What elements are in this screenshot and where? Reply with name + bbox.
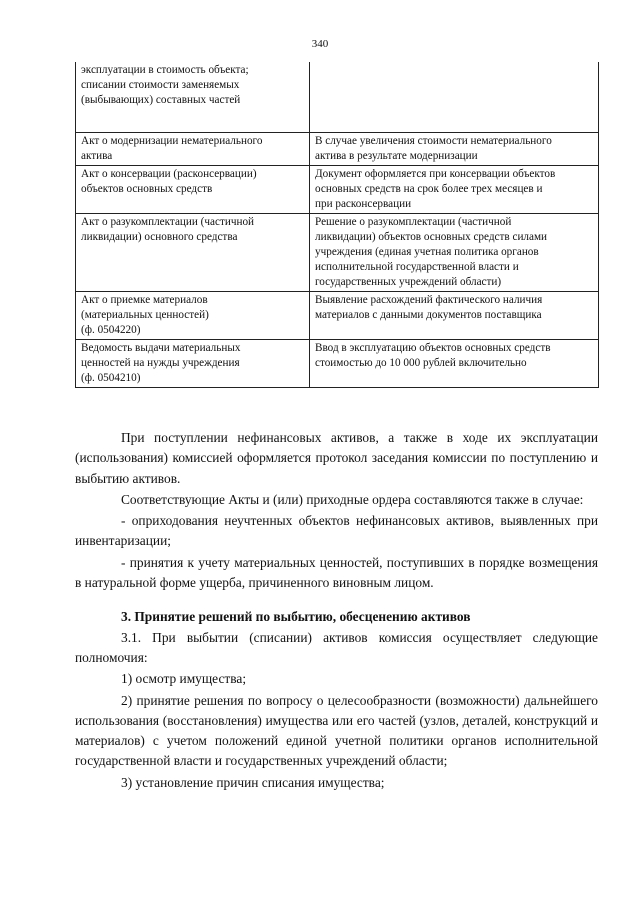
- paragraph: 3.1. При выбытии (списании) активов комиссия осуществляет следующие полномочия:: [75, 629, 598, 665]
- table-row: [76, 62, 599, 132]
- table-cell-document: [76, 165, 310, 213]
- paragraph: Соответствующие Акты и (или) приходные ордера составляются также в случае:: [121, 491, 584, 507]
- cell-line: при расконсервации: [315, 197, 412, 210]
- list-item: - принятия к учету материальных ценностей, поступивших в порядке возмещения в натуральной форме ущерба, причиненного виновным лицом.: [75, 554, 598, 591]
- section-heading: 3. Принятие решений по выбытию, обесценению активов: [121, 609, 471, 625]
- cell-line: ценностей на нужды учреждения: [81, 356, 240, 369]
- document-table: [75, 62, 599, 388]
- cell-line: Ввод в эксплуатацию объектов основных средств: [315, 341, 551, 354]
- cell-line: стоимостью до 10 000 рублей включительно: [315, 356, 527, 369]
- cell-line: Документ оформляется при консервации объектов: [315, 167, 556, 180]
- table-cell-description: [310, 291, 599, 339]
- table-cell-description: [310, 165, 599, 213]
- table-cell-document: [76, 339, 310, 387]
- cell-line: ликвидации) объектов основных средств силами: [315, 230, 548, 243]
- cell-line: государственных учреждений области): [315, 275, 502, 288]
- cell-line: актива в результате модернизации: [315, 149, 478, 162]
- table-row: [76, 291, 599, 339]
- cell-line: (выбывающих) составных частей: [81, 94, 241, 106]
- table-cell-document: [76, 213, 310, 291]
- table-cell-document: [76, 132, 310, 165]
- cell-line: исполнительной государственной власти и: [315, 260, 519, 273]
- list-item: 2) принятие решения по вопросу о целесообразности (возможности) дальнейшего использования (восстановления) имущества или его частей (узлов, деталей, конструкций и материалов) с учетом положений единой учетной политики органов исполнительной государственной власти и государственных учреждений области;: [75, 692, 598, 769]
- body-text: [75, 428, 598, 793]
- list-item: 3) установление причин списания имущества;: [121, 774, 385, 790]
- cell-line: Акт о модернизации нематериального: [81, 134, 263, 147]
- table-cell-description: [310, 132, 599, 165]
- cell-line: основных средств на срок более трех месяцев и: [315, 182, 543, 195]
- cell-line: В случае увеличения стоимости нематериального: [315, 134, 552, 147]
- cell-line: списании стоимости заменяемых: [81, 79, 240, 91]
- table-cell-description: [310, 213, 599, 291]
- paragraph: При поступлении нефинансовых активов, а также в ходе их эксплуатации (использования) комиссией оформляется протокол заседания комиссии по поступлению и выбытию активов.: [75, 430, 598, 486]
- cell-line: Выявление расхождений фактического наличия: [315, 293, 543, 306]
- cell-line: Акт о разукомплектации (частичной: [81, 215, 255, 228]
- table-cell-document: [76, 62, 310, 132]
- cell-line: Решение о разукомплектации (частичной: [315, 215, 512, 228]
- page-number: 340: [311, 38, 329, 50]
- cell-line: Акт о консервации (расконсервации): [81, 167, 257, 180]
- cell-line: актива: [81, 149, 113, 162]
- table-cell-document: [76, 291, 310, 339]
- list-item: - оприходования неучтенных объектов нефинансовых активов, выявленных при инвентаризации;: [75, 513, 598, 549]
- list-item: 1) осмотр имущества;: [121, 671, 247, 687]
- cell-line: (ф. 0504210): [81, 371, 141, 384]
- table-cell-description: [310, 62, 599, 132]
- table-cell-description: [310, 339, 599, 387]
- cell-line: объектов основных средств: [81, 182, 213, 195]
- cell-line: материалов с данными документов поставщика: [315, 308, 542, 321]
- cell-line: учреждения (единая учетная политика органов: [315, 245, 539, 258]
- cell-line: Ведомость выдачи материальных: [81, 341, 241, 354]
- cell-line: (ф. 0504220): [81, 323, 141, 336]
- cell-line: эксплуатации в стоимость объекта;: [81, 64, 249, 76]
- cell-line: Акт о приемке материалов: [81, 293, 208, 306]
- cell-line: (материальных ценностей): [81, 308, 209, 321]
- cell-line: ликвидации) основного средства: [81, 230, 238, 243]
- table-row: [76, 213, 599, 291]
- table-row: [76, 132, 599, 165]
- table-row: [76, 339, 599, 387]
- table-row: [76, 165, 599, 213]
